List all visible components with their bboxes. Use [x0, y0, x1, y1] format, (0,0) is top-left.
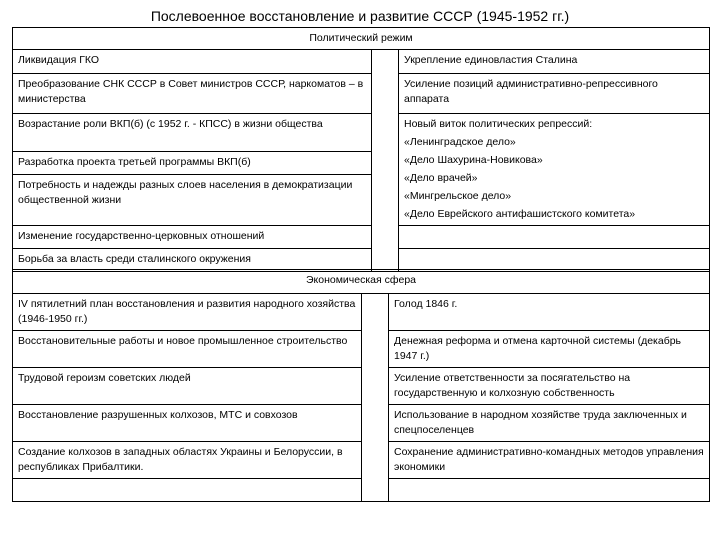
economic-right-cell: Голод 1846 г. — [389, 294, 710, 331]
economic-left-cell-empty — [13, 479, 362, 502]
repressions-list — [399, 114, 710, 226]
economic-left-cell: Восстановительные работы и новое промышленное строительство — [13, 331, 362, 368]
economic-left-cell: IV пятилетний план восстановления и развития народного хозяйства (1946-1950 гг.) — [13, 294, 362, 331]
political-right-cell: Укрепление единовластия Сталина — [399, 50, 710, 74]
economic-sphere-header: Экономическая сфера — [13, 270, 710, 294]
economic-left-cell: Трудовой героизм советских людей — [13, 368, 362, 405]
political-left-cell: Потребность и надежды разных слоев населения в демократизации общественной жизни — [13, 175, 372, 226]
political-regime-header: Политический режим — [13, 28, 710, 50]
economic-right-cell: Использование в народном хозяйстве труда заключенных и спецпоселенцев — [389, 405, 710, 442]
repression-case: «Мингрельское дело» — [404, 190, 512, 202]
political-left-cell: Возрастание роли ВКП(б) (с 1952 г. - КПСС) в жизни общества — [13, 114, 372, 152]
page-title: Послевоенное восстановление и развитие СССР (1945-1952 гг.) — [150, 8, 570, 24]
political-right-cell-empty — [399, 226, 710, 249]
economic-left-cell: Создание колхозов в западных областях Украины и Белоруссии, в республиках Прибалтики. — [13, 442, 362, 479]
economic-right-cell: Сохранение административно-командных методов управления экономики — [389, 442, 710, 479]
political-left-cell: Изменение государственно-церковных отношений — [13, 226, 372, 249]
economic-right-cell: Усиление ответственности за посягательство на государственную и колхозную собственность — [389, 368, 710, 405]
political-left-cell: Борьба за власть среди сталинского окружения — [13, 249, 372, 272]
repression-case: «Дело Еврейского антифашистского комитета» — [404, 208, 636, 220]
economic-right-cell-empty — [389, 479, 710, 502]
repression-case: «Ленинградское дело» — [404, 136, 516, 148]
political-regime-table — [12, 27, 710, 272]
repression-case: «Дело врачей» — [404, 172, 478, 184]
repressions-heading: Новый виток политических репрессий: — [404, 118, 593, 130]
repression-case: «Дело Шахурина-Новикова» — [404, 154, 543, 166]
political-left-cell: Разработка проекта третьей программы ВКП(б) — [13, 152, 372, 175]
column-gap — [362, 294, 389, 502]
economic-left-cell: Восстановление разрушенных колхозов, МТС и совхозов — [13, 405, 362, 442]
political-left-cell: Ликвидация ГКО — [13, 50, 372, 74]
political-left-cell: Преобразование СНК СССР в Совет министров СССР, наркоматов – в министерства — [13, 74, 372, 114]
column-gap — [372, 50, 399, 272]
economic-sphere-table — [12, 269, 710, 502]
political-right-cell: Усиление позиций административно-репрессивного аппарата — [399, 74, 710, 114]
economic-right-cell: Денежная реформа и отмена карточной системы (декабрь 1947 г.) — [389, 331, 710, 368]
